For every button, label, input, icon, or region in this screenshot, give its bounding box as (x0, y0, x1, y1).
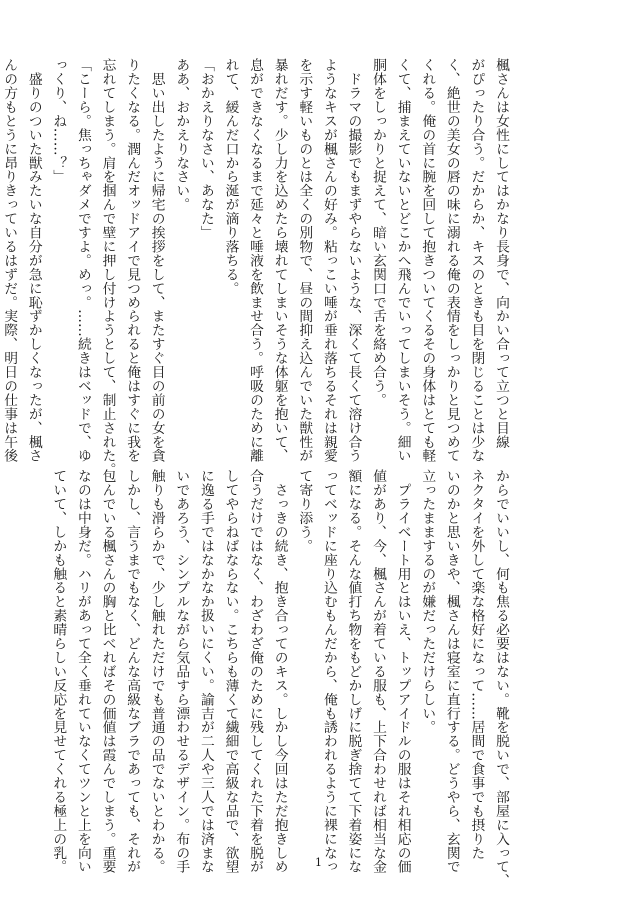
text-line: いのかと思いきや、楓さんは寝室に直行する。どうやら、玄関で (443, 469, 460, 874)
text-line: 忘れてしまう。肩を掴んで壁に押し付けようとして、制止された。 (99, 58, 116, 477)
text-line: ようなキスが楓さんの好み。粘っこい唾が垂れ落ちるそれは親愛 (320, 58, 337, 463)
text-line: ああ、おかえりなさい。 (173, 58, 190, 212)
text-line: に逸る手ではなかなか扱いにくい。諭吉が二人や三人では済まな (197, 469, 214, 874)
text-line: 値があり、今、楓さんが着ている服も、上下合わせれば相当な金 (370, 469, 387, 874)
text-line: しかし、言うまでもなく、どんな高級なブラであっても、それが (124, 469, 141, 874)
text-line: くれる。俺の首に腕を回して抱きついてくるその身体はとても軽 (419, 58, 436, 463)
text-line: ドラマの撮影でもまずやらないような、深くて長くて溶け合う (345, 58, 362, 463)
text-line: を示す軽いものとは全くの別物で、昼の間抑え込んでいた獣性が (296, 58, 313, 463)
text-line: て寄り添う。 (296, 469, 313, 553)
text-line: からでいいし、何も焦る必要はない。靴を脱いで、部屋に入って、 (493, 469, 509, 888)
text-line: 息ができなくなるまで延々と唾液を飲ませ合う。呼吸のために離 (247, 58, 264, 463)
lower-text-block (50, 469, 513, 888)
text-line: 立ったままするのが嫌だっただけらしい。 (419, 469, 436, 735)
text-line: くて、捕まえていないとどこかへ飛んでいってしまいそう。細い (394, 58, 411, 463)
text-line: ていて、しかも触ると素晴らしい反応を見せてくれる極上の乳。 (50, 469, 67, 874)
text-line: 暴れだす。少し力を込めたら壊れてしまいそうな体躯を抱いて、 (271, 58, 288, 463)
text-line: 触りも滑らかで、少し触れただけでも普通の品でないとわかる。 (148, 469, 165, 874)
text-line: してやらねばならない。こちらも薄くて繊細で高級な品で、欲望 (222, 469, 239, 874)
text-line: く、絶世の美女の唇の味に溺れる俺の表情をしっかりと見つめて (443, 58, 460, 463)
text-line: りたくなる。潤んだオッドアイで見つめられると俺はすぐに我を (124, 58, 141, 463)
text-line: 思い出したように帰宅の挨拶をして、またすぐ目の前の女を貪 (148, 58, 165, 463)
text-line: っくり、ね……？」 (50, 58, 67, 184)
text-line: 包んでいる楓さんの胸と比べればその価値は霞んでしまう。重要 (99, 469, 116, 874)
page-number: 1 (315, 856, 322, 869)
text-line: ってベッドに座り込むもんだから、俺も誘われるように裸になっ (320, 469, 337, 874)
text-line: さっきの続き、抱き合ってのキス。しかし今回はただ抱きしめ (271, 469, 288, 874)
text-line: 「こーら。焦っちゃダメですよ。めっ。……続きはベッドで、ゆ (74, 58, 91, 463)
text-line: プライベート用とはいえ、トップアイドルの服はそれ相応の価 (394, 469, 411, 874)
text-line: れて、緩んだ口から涎が滴り落ちる。 (222, 58, 239, 296)
text-line: 合うだけではなく、わざわざ俺のために残してくれた下着を脱が (247, 469, 264, 874)
text-line: 胴体をしっかりと捉えて、暗い玄関口で舌を絡め合う。 (370, 58, 387, 407)
text-line: いであろう、シンプルながら気品すら漂わせるデザイン。布の手 (173, 469, 190, 874)
text-line: 額になる。そんな値打ち物をもどかしげに脱ぎ捨てて下着姿にな (345, 469, 362, 874)
text-line: がぴったり合う。だからか、キスのときも目を閉じることは少な (468, 58, 485, 463)
text-line: 「おかえりなさい、あなた」 (197, 58, 214, 240)
text-line: 盛りのついた獣みたいな自分が急に恥ずかしくなったが、楓さ (25, 58, 42, 463)
text-line: なのは中身だ。ハリがあって全く垂れていなくてツンと上を向い (74, 469, 91, 874)
upper-text-block (1, 58, 513, 477)
text-line: 楓さんは女性にしてはかなり長身で、向かい合って立つと目線 (493, 58, 509, 449)
text-line: んの方もとうに昂りきっているはずだ。実際、明日の仕事は午後 (1, 58, 18, 463)
text-line: ネクタイを外して楽な格好になって……居間で食事でも摂りた (468, 469, 485, 860)
